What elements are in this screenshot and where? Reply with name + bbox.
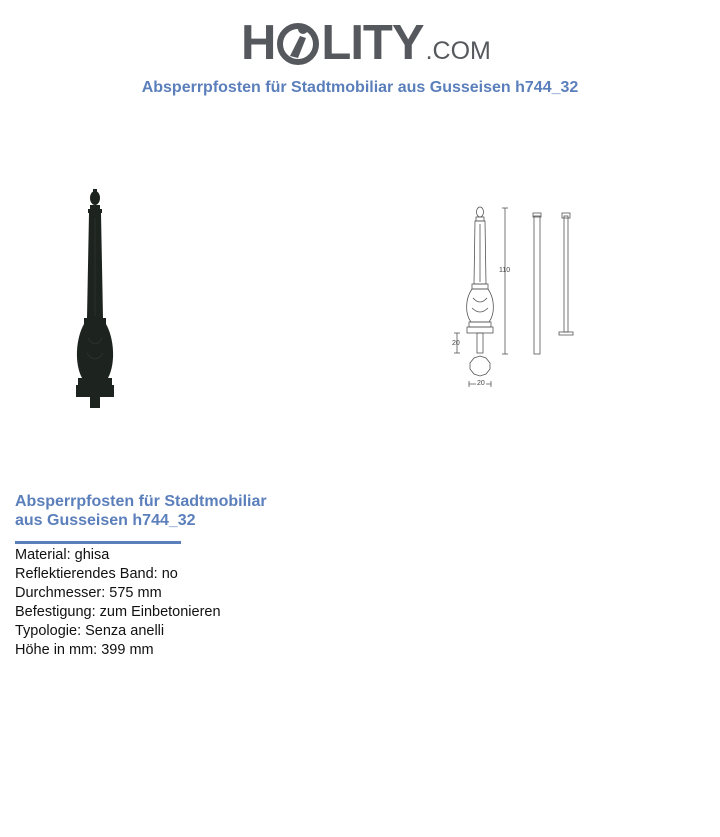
base-dimension-label: 20 [452,340,460,347]
logo-wordmark [241,16,424,70]
product-title-line2: aus Gusseisen h744_32 [15,512,196,529]
site-logo[interactable] [241,12,491,68]
cast-iron-bollard-photo [70,188,120,410]
spec-fixing: Befestigung: zum Einbetonieren [15,604,221,620]
spec-height: Höhe in mm: 399 mm [15,642,154,658]
page-title: Absperrpfosten für Stadtmobiliar aus Gusseisen h744_32 [141,79,579,96]
technical-drawing [445,202,585,394]
product-title [15,492,295,530]
person-in-circle-icon [276,22,320,66]
product-title-line1: Absperrpfosten für Stadtmobiliar [15,493,267,510]
spec-material: Material: ghisa [15,547,110,563]
logo-letters-lity: LITY [321,16,424,70]
logo-suffix: .COM [425,37,491,65]
spec-reflective-band: Reflektierendes Band: no [15,566,178,582]
height-dimension-label: 110 [499,267,511,274]
spec-diameter: Durchmesser: 575 mm [15,585,162,601]
title-divider [15,541,181,544]
logo-letter-h: H [241,16,276,70]
spec-typology: Typologie: Senza anelli [15,623,165,639]
spec-list [15,546,221,660]
diameter-dimension-label: 20 [477,380,485,387]
